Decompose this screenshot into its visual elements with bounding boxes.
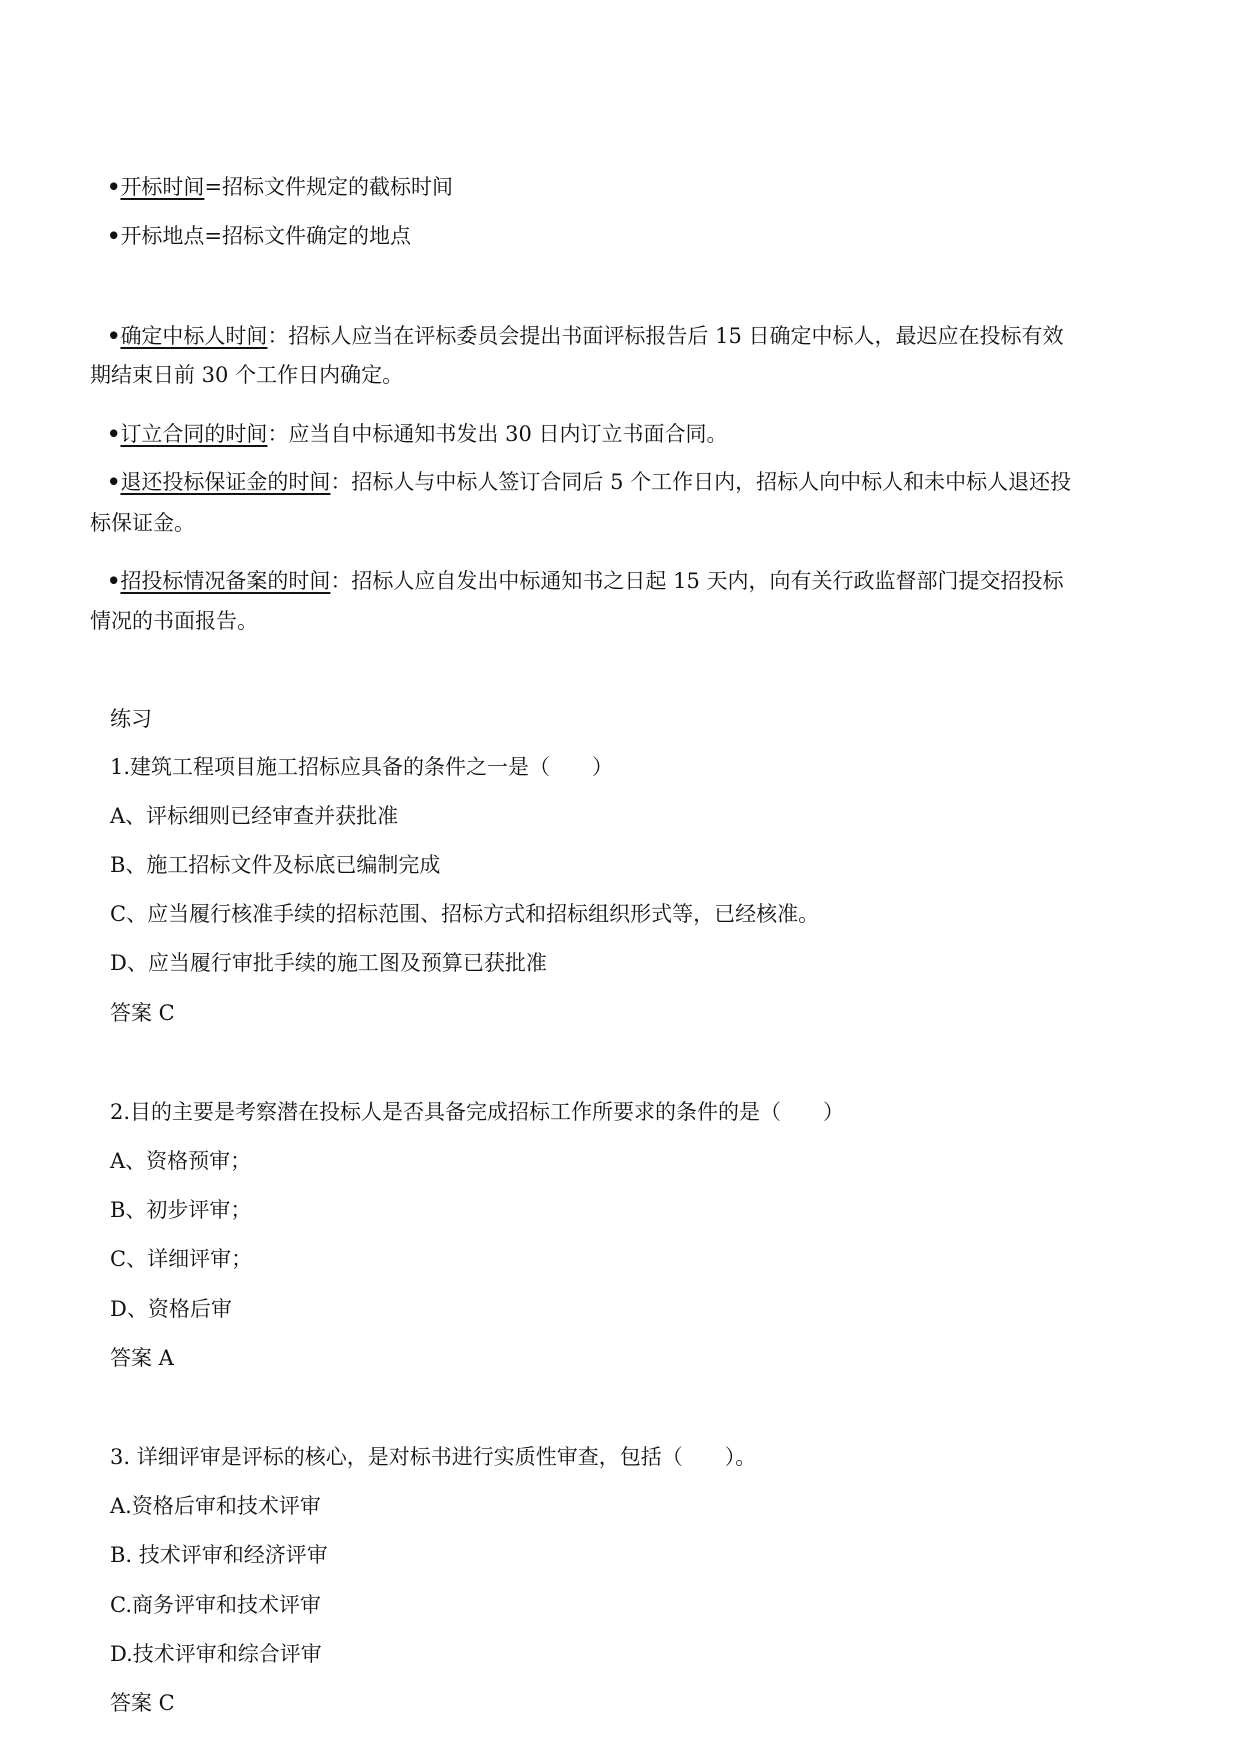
bullet-term: 招投标情况备案的时间	[120, 569, 331, 593]
q2-option-a: A、资格预审；	[110, 1149, 252, 1173]
q2-option-b: B、初步评审；	[110, 1198, 252, 1222]
bullet-open-place	[107, 215, 411, 257]
bullet-deposit-time-cont: 标保证金。	[90, 511, 195, 535]
bullet-term: 订立合同的时间	[120, 422, 268, 446]
bullet-deposit-time	[107, 461, 1071, 503]
bullet-dot: •	[107, 174, 121, 199]
q1-answer: 答案 C	[110, 1001, 175, 1025]
bullet-dot: •	[107, 568, 121, 593]
bullet-dot: •	[107, 323, 121, 348]
q1-stem: 1.建筑工程项目施工招标应具备的条件之一是（ ）	[110, 755, 614, 779]
bullet-text: =招标文件规定的截标时间	[204, 175, 454, 199]
bullet-dot: •	[107, 421, 121, 446]
q1-option-a: A、评标细则已经审查并获批准	[110, 804, 399, 828]
bullet-filing-time	[107, 560, 1064, 602]
q2-option-d: D、资格后审	[110, 1297, 232, 1321]
bullet-term: 开标地点=招标文件确定的地点	[120, 224, 412, 248]
q1-option-c: C、应当履行核准手续的招标范围、招标方式和招标组织形式等，已经核准。	[110, 902, 820, 926]
q1-option-d: D、应当履行审批手续的施工图及预算已获批准	[110, 951, 547, 975]
bullet-contract-time	[107, 413, 728, 455]
q3-option-d: D.技术评审和综合评审	[110, 1642, 322, 1666]
bullet-text: ：招标人应当在评标委员会提出书面评标报告后 15 日确定中标人，最迟应在投标有效	[267, 324, 1064, 348]
bullet-dot: •	[107, 223, 121, 248]
q3-option-c: C.商务评审和技术评审	[110, 1593, 321, 1617]
bullet-term: 确定中标人时间	[120, 324, 268, 348]
q2-answer: 答案 A	[110, 1346, 174, 1370]
q2-option-c: C、详细评审；	[110, 1247, 253, 1271]
bullet-term: 退还投标保证金的时间	[120, 470, 331, 494]
q3-stem: 3. 详细评审是评标的核心，是对标书进行实质性审查，包括（ ）。	[110, 1445, 757, 1469]
bullet-award-time-cont: 期结束日前 30 个工作日内确定。	[90, 363, 404, 387]
bullet-text: ：招标人与中标人签订合同后 5 个工作日内，招标人向中标人和未中标人退还投	[330, 470, 1072, 494]
bullet-term: 开标时间	[120, 175, 205, 199]
q3-option-a: A.资格后审和技术评审	[110, 1494, 321, 1518]
bullet-dot: •	[107, 469, 121, 494]
bullet-text: ：招标人应自发出中标通知书之日起 15 天内，向有关行政监督部门提交招投标	[330, 569, 1064, 593]
practice-heading: 练习	[110, 707, 152, 731]
bullet-text: ：应当自中标通知书发出 30 日内订立书面合同。	[267, 422, 728, 446]
bullet-filing-time-cont: 情况的书面报告。	[90, 609, 258, 633]
bullet-open-time	[107, 166, 453, 208]
bullet-award-time	[107, 315, 1064, 357]
q3-option-b: B. 技术评审和经济评审	[110, 1543, 328, 1567]
q3-answer: 答案 C	[110, 1691, 175, 1715]
q1-option-b: B、施工招标文件及标底已编制完成	[110, 853, 441, 877]
q2-stem: 2.目的主要是考察潜在投标人是否具备完成招标工作所要求的条件的是（ ）	[110, 1100, 845, 1124]
